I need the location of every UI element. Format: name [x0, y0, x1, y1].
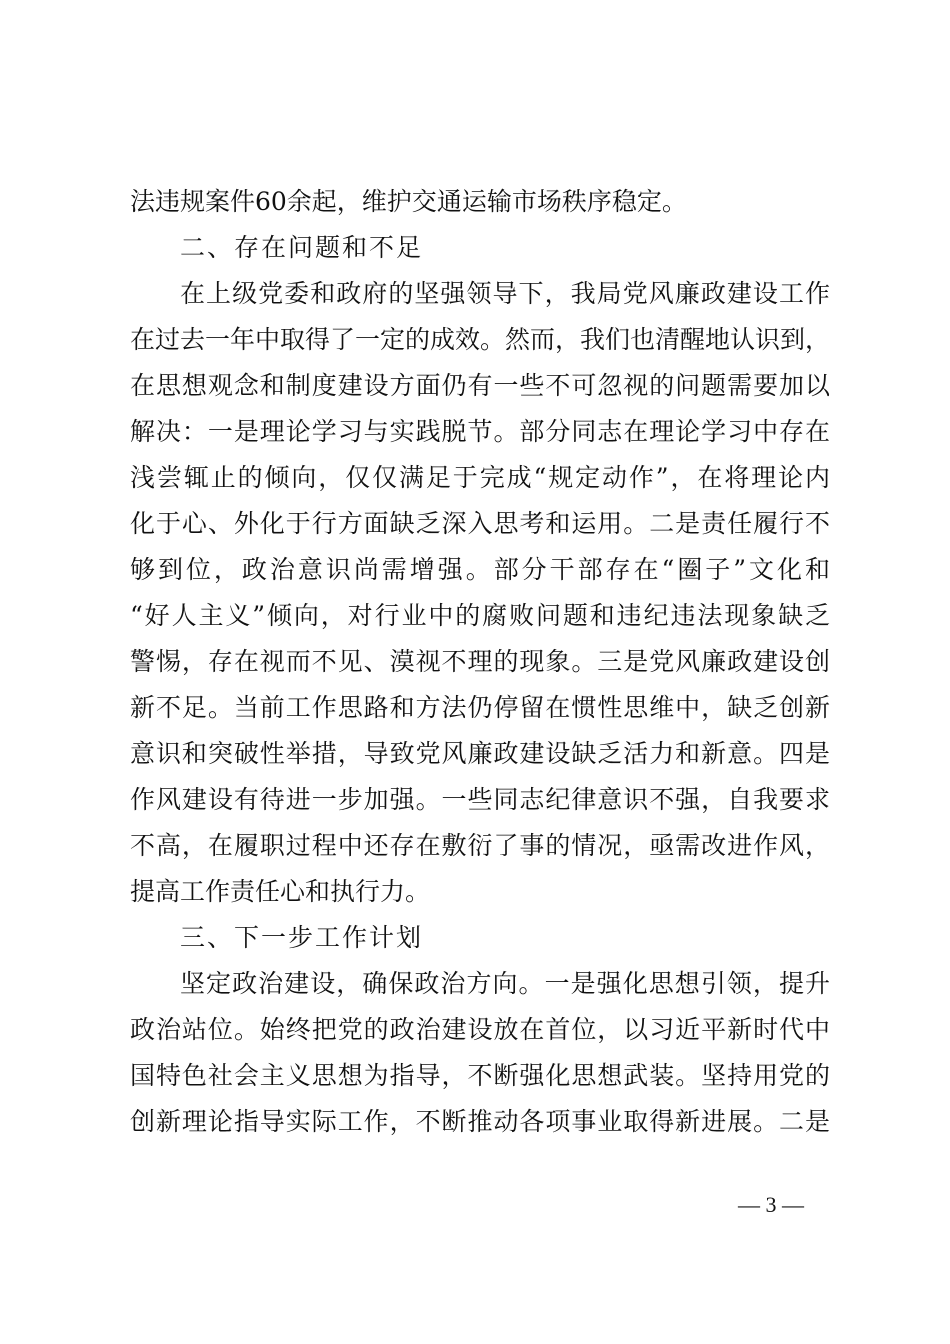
section-heading-3: 三、下一步工作计划	[180, 923, 424, 952]
body-line: 解决：一是理论学习与实践脱节。部分同志在理论学习中存在	[130, 417, 830, 446]
body-line: 政治站位。始终把党的政治建设放在首位，以习近平新时代中	[130, 1015, 830, 1044]
body-line: 在过去一年中取得了一定的成效。然而，我们也清醒地认识到，	[130, 325, 831, 354]
body-line: 不高，在履职过程中还存在敷衍了事的情况，亟需改进作风，	[130, 831, 830, 860]
body-line: 国特色社会主义思想为指导，不断强化思想武装。坚持用党的	[130, 1061, 830, 1090]
section-heading-2: 二、存在问题和不足	[180, 233, 424, 262]
body-line: 创新理论指导实际工作，不断推动各项事业取得新进展。二是	[130, 1107, 830, 1136]
body-line: 警惕，存在视而不见、漠视不理的现象。三是党风廉政建设创	[130, 647, 830, 676]
body-line: 浅尝辄止的倾向，仅仅满足于完成“规定动作”，在将理论内	[130, 463, 830, 492]
body-line: 意识和突破性举措，导致党风廉政建设缺乏活力和新意。四是	[130, 739, 830, 768]
page-number: — 3 —	[738, 1192, 804, 1217]
body-line: 在思想观念和制度建设方面仍有一些不可忽视的问题需要加以	[130, 371, 830, 400]
body-line: 作风建设有待进一步加强。一些同志纪律意识不强，自我要求	[130, 785, 830, 814]
body-line: 坚定政治建设，确保政治方向。一是强化思想引领，提升	[180, 969, 830, 998]
body-line: 够到位，政治意识尚需增强。部分干部存在“圈子”文化和	[130, 555, 830, 584]
body-line: 在上级党委和政府的坚强领导下，我局党风廉政建设工作	[180, 279, 830, 308]
body-line: 法违规案件60余起，维护交通运输市场秩序稳定。	[130, 187, 687, 216]
body-line: 化于心、外化于行方面缺乏深入思考和运用。二是责任履行不	[130, 509, 830, 538]
body-line: 提高工作责任心和执行力。	[130, 877, 431, 906]
body-line: 新不足。当前工作思路和方法仍停留在惯性思维中，缺乏创新	[130, 693, 830, 722]
body-line: “好人主义”倾向，对行业中的腐败问题和违纪违法现象缺乏	[130, 601, 830, 630]
